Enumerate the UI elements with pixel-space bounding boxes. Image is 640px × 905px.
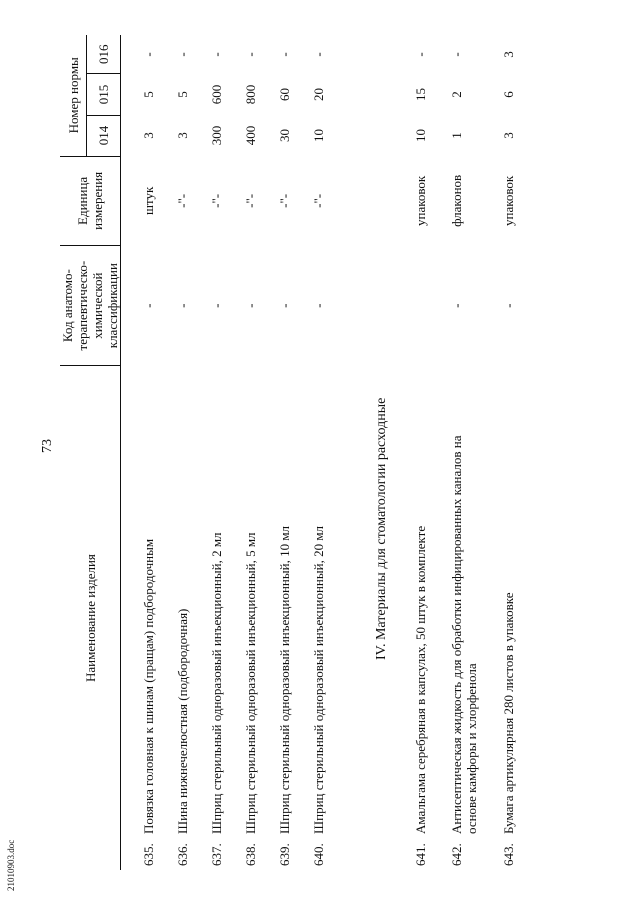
norm-014: 3 xyxy=(500,132,516,139)
item-name: Амальгама серебряная в капсулах, 50 штук в комплекте xyxy=(412,525,428,834)
row-number: 642. xyxy=(448,843,464,866)
item-code: - xyxy=(500,303,516,308)
item-unit: -"- xyxy=(242,193,258,208)
norm-014: 10 xyxy=(310,129,326,143)
item-code: - xyxy=(174,303,190,308)
header-norm-016: 016 xyxy=(87,35,121,74)
norm-016: - xyxy=(174,52,190,57)
table-row xyxy=(413,35,449,870)
item-name: Бумага артикулярная 280 листов в упаковке xyxy=(500,592,516,834)
table-row xyxy=(175,35,209,870)
item-code: - xyxy=(140,303,156,308)
item-name: Шина нижнечелюстная (подбородочная) xyxy=(174,608,190,834)
norm-014: 3 xyxy=(174,132,190,139)
norm-015: 6 xyxy=(500,91,516,98)
section-title: IV. Материалы для стоматологии расходные xyxy=(374,397,389,660)
header-code: Код анатомо-терапевтическо-химической классификации xyxy=(60,246,121,366)
item-name: Шприц стерильный одноразовый инъекционный, 10 мл xyxy=(276,525,292,834)
header-unit: Единица измерения xyxy=(60,156,121,246)
item-name: Антисептическая жидкость для обработки инфицированных каналов на основе камфоры и хлорфенола xyxy=(448,435,479,834)
norm-014: 1 xyxy=(448,132,464,139)
row-number: 643. xyxy=(500,843,516,866)
item-name: Шприц стерильный одноразовый инъекционный, 2 мл xyxy=(208,532,224,834)
item-code: - xyxy=(242,303,258,308)
norm-016: - xyxy=(276,52,292,57)
row-number: 640. xyxy=(310,843,326,866)
item-unit: штук xyxy=(140,186,156,216)
header-name: Наименование изделия xyxy=(60,366,121,870)
table-row xyxy=(209,35,243,870)
item-code: - xyxy=(310,303,326,308)
row-number: 638. xyxy=(242,843,258,866)
norm-015: 2 xyxy=(448,91,464,98)
item-unit: -"- xyxy=(174,193,190,208)
norm-014: 400 xyxy=(242,125,258,146)
norm-015: 20 xyxy=(310,88,326,101)
row-number: 636. xyxy=(174,843,190,866)
document-filename: 21010903.doc xyxy=(6,839,16,891)
norm-014: 30 xyxy=(276,129,292,143)
item-name: Повязка головная к шинам (пращам) подбородочным xyxy=(140,538,156,834)
norm-015: 800 xyxy=(242,84,258,105)
norm-016: - xyxy=(242,52,258,57)
item-code xyxy=(413,246,449,366)
item-code: - xyxy=(208,303,224,308)
header-norm-015: 015 xyxy=(87,74,121,115)
norm-014: 300 xyxy=(208,125,224,146)
row-number: 639. xyxy=(276,843,292,866)
table-row xyxy=(141,35,175,870)
row-number: 637. xyxy=(208,843,224,866)
item-unit: -"- xyxy=(310,193,326,208)
page-number: 73 xyxy=(40,439,55,453)
norm-015: 600 xyxy=(208,84,224,105)
norms-table xyxy=(60,35,535,870)
table-row xyxy=(277,35,311,870)
table-row xyxy=(501,35,535,870)
item-unit: -"- xyxy=(276,193,292,208)
table-row xyxy=(449,35,501,870)
norm-014: 3 xyxy=(140,132,156,139)
item-unit: упаковок xyxy=(412,175,428,226)
norm-015: 15 xyxy=(412,88,428,101)
header-norm: Номер нормы xyxy=(60,35,87,156)
header-norm-014: 014 xyxy=(87,115,121,156)
norm-015: 60 xyxy=(276,88,292,101)
norm-014: 10 xyxy=(412,129,428,143)
item-code: - xyxy=(448,303,464,308)
row-number: 635. xyxy=(140,843,156,866)
item-name: Шприц стерильный одноразовый инъекционный, 5 мл xyxy=(242,532,258,834)
table-row xyxy=(243,35,277,870)
norm-016: - xyxy=(208,52,224,57)
item-unit: упаковок xyxy=(500,175,516,226)
norm-015: 5 xyxy=(140,91,156,98)
table-row xyxy=(311,35,351,870)
norm-016: - xyxy=(412,52,428,57)
row-number: 641. xyxy=(412,843,428,866)
norm-015: 5 xyxy=(174,91,190,98)
norm-016: 3 xyxy=(500,51,516,58)
norm-016: - xyxy=(310,52,326,57)
item-unit: флаконов xyxy=(448,174,464,227)
norm-016: - xyxy=(448,52,464,57)
item-name: Шприц стерильный одноразовый инъекционный, 20 мл xyxy=(310,525,326,834)
item-unit: -"- xyxy=(208,193,224,208)
norm-016: - xyxy=(140,52,156,57)
item-code: - xyxy=(276,303,292,308)
